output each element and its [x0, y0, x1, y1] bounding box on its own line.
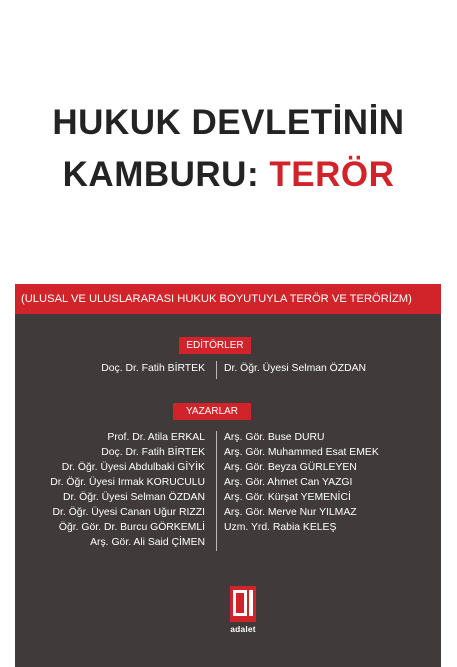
author-right-0: Arş. Gör. Buse DURU: [224, 432, 325, 443]
author-left-4: Dr. Öğr. Üyesi Selman ÖZDAN: [62, 492, 205, 503]
authors-label: YAZARLAR: [173, 403, 251, 420]
authors-divider: [216, 431, 217, 551]
publisher-name: adalet: [230, 624, 256, 634]
title-main-word: KAMBURU:: [62, 155, 270, 194]
author-left-1: Doç. Dr. Fatih BİRTEK: [101, 447, 205, 458]
publisher-logo: [230, 586, 256, 638]
editors-label: EDİTÖRLER: [179, 337, 251, 354]
subtitle-text: (ULUSAL VE ULUSLARARASI HUKUK BOYUTUYLA TERÖR VE TERÖRİZM): [21, 293, 412, 305]
author-left-0: Prof. Dr. Atila ERKAL: [107, 432, 205, 443]
subtitle-band: [15, 284, 441, 314]
editors-divider: [216, 361, 217, 379]
title-accent-word: TERÖR: [269, 155, 395, 194]
author-left-5: Dr. Öğr. Üyesi Canan Uğur RIZZI: [52, 507, 205, 518]
author-right-6: Uzm. Yrd. Rabia KELEŞ: [224, 522, 337, 533]
author-left-7: Arş. Gör. Ali Said ÇİMEN: [90, 537, 205, 548]
author-right-3: Arş. Gör. Ahmet Can YAZGI: [224, 477, 353, 488]
title-line-2: [0, 155, 457, 195]
author-right-5: Arş. Gör. Merve Nur YILMAZ: [224, 507, 357, 518]
editor-left: Doç. Dr. Fatih BİRTEK: [101, 363, 205, 374]
author-left-6: Öğr. Gör. Dr. Burcu GÖRKEMLİ: [58, 522, 205, 533]
author-right-4: Arş. Gör. Kürşat YEMENİCİ: [224, 492, 351, 503]
author-right-1: Arş. Gör. Muhammed Esat EMEK: [224, 447, 379, 458]
author-left-2: Dr. Öğr. Üyesi Abdulbaki GİYİK: [61, 462, 205, 473]
editor-right: Dr. Öğr. Üyesi Selman ÖZDAN: [224, 363, 367, 374]
adalet-logo-icon: [230, 586, 256, 622]
contributors-panel: [15, 314, 441, 667]
author-left-3: Dr. Öğr. Üyesi Irmak KORUCULU: [50, 477, 205, 488]
title-line-1: HUKUK DEVLETİNİN: [52, 103, 405, 142]
author-right-2: Arş. Gör. Beyza GÜRLEYEN: [224, 462, 357, 473]
